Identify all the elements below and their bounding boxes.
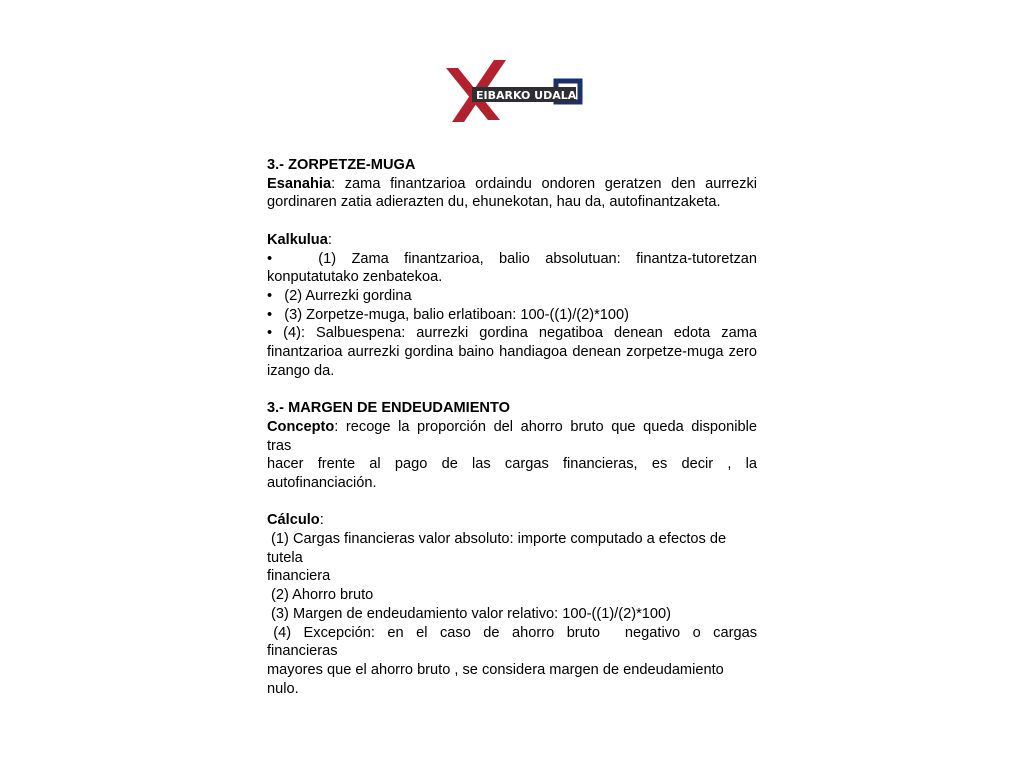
calc-term-es: Cálculo [267,512,320,529]
definition-term-eu: Esanahia [267,175,332,192]
spacer [267,212,757,231]
definition-text-es: : recoge la proporción del ahorro bruto que queda disponible [334,418,757,435]
definition-line3-es: hacer frente al pago de las cargas financieras, es decir , la [267,456,757,473]
definition-line4-es: autofinanciación. [267,474,377,491]
calc-item3-es: (3) Margen de endeudamiento valor relativo: 100-((1)/(2)*100) [267,605,671,622]
eibarko-udala-logo [444,58,586,124]
calc-item2-es: (2) Ahorro bruto [267,587,374,604]
calc-item4-line4-es: nulo. [267,680,299,697]
definition-text-eu: : zama finantzarioa ordaindu ondoren geratzen den aurrezki gordinaren zatia adierazten du, ehunekotan, hau da, autofinantzaketa. [267,175,757,211]
calc-item1-line2-es: tutela [267,549,303,566]
calc-item4-line2-es: financieras [267,643,338,660]
document-body [267,156,757,698]
logo-text: EIBARKO UDALA [476,89,577,102]
calc-item1-line1-es: (1) Cargas financieras valor absoluto: importe computado a efectos de [267,531,727,548]
spacer [267,493,757,512]
calc-item1-line1-eu: • (1) Zama finantzarioa, balio absolutuan: finantza-tutoretzan [267,250,757,267]
calc-colon-es: : [319,512,324,529]
calc-item4-line3-es: mayores que el ahorro bruto , se considera margen de endeudamiento [267,661,724,678]
definition-line1-es [267,418,757,437]
calc-item1-line3-es: financiera [267,568,331,585]
definition-term-es: Concepto [267,418,335,435]
section-title-es: 3.- MARGEN DE ENDEUDAMIENTO [267,400,510,417]
calc-colon-eu: : [327,231,332,248]
spacer [267,380,757,399]
calc-item4-eu: • (4): Salbuespena: aurrezki gordina negatiboa denean edota zama finantzarioa aurrezki gordina baino handiagoa denean zorpetze-muga zero izango da. [267,325,757,379]
calc-heading-eu [267,231,757,250]
calc-item3-eu: • (3) Zorpetze-muga, balio erlatiboan: 100-((1)/(2)*100) [267,306,630,323]
calc-item2-eu: • (2) Aurrezki gordina [267,287,412,304]
calc-heading-es [267,511,757,530]
calc-item1-line2-eu: konputatutako zenbatekoa. [267,269,443,286]
definition-eu [267,175,757,212]
calc-term-eu: Kalkulua [267,231,328,248]
calc-item4-line1-es: (4) Excepción: en el caso de ahorro bruto negativo o cargas [267,624,757,641]
definition-line2-es: tras [267,437,292,454]
section-title-eu: 3.- ZORPETZE-MUGA [267,157,416,173]
